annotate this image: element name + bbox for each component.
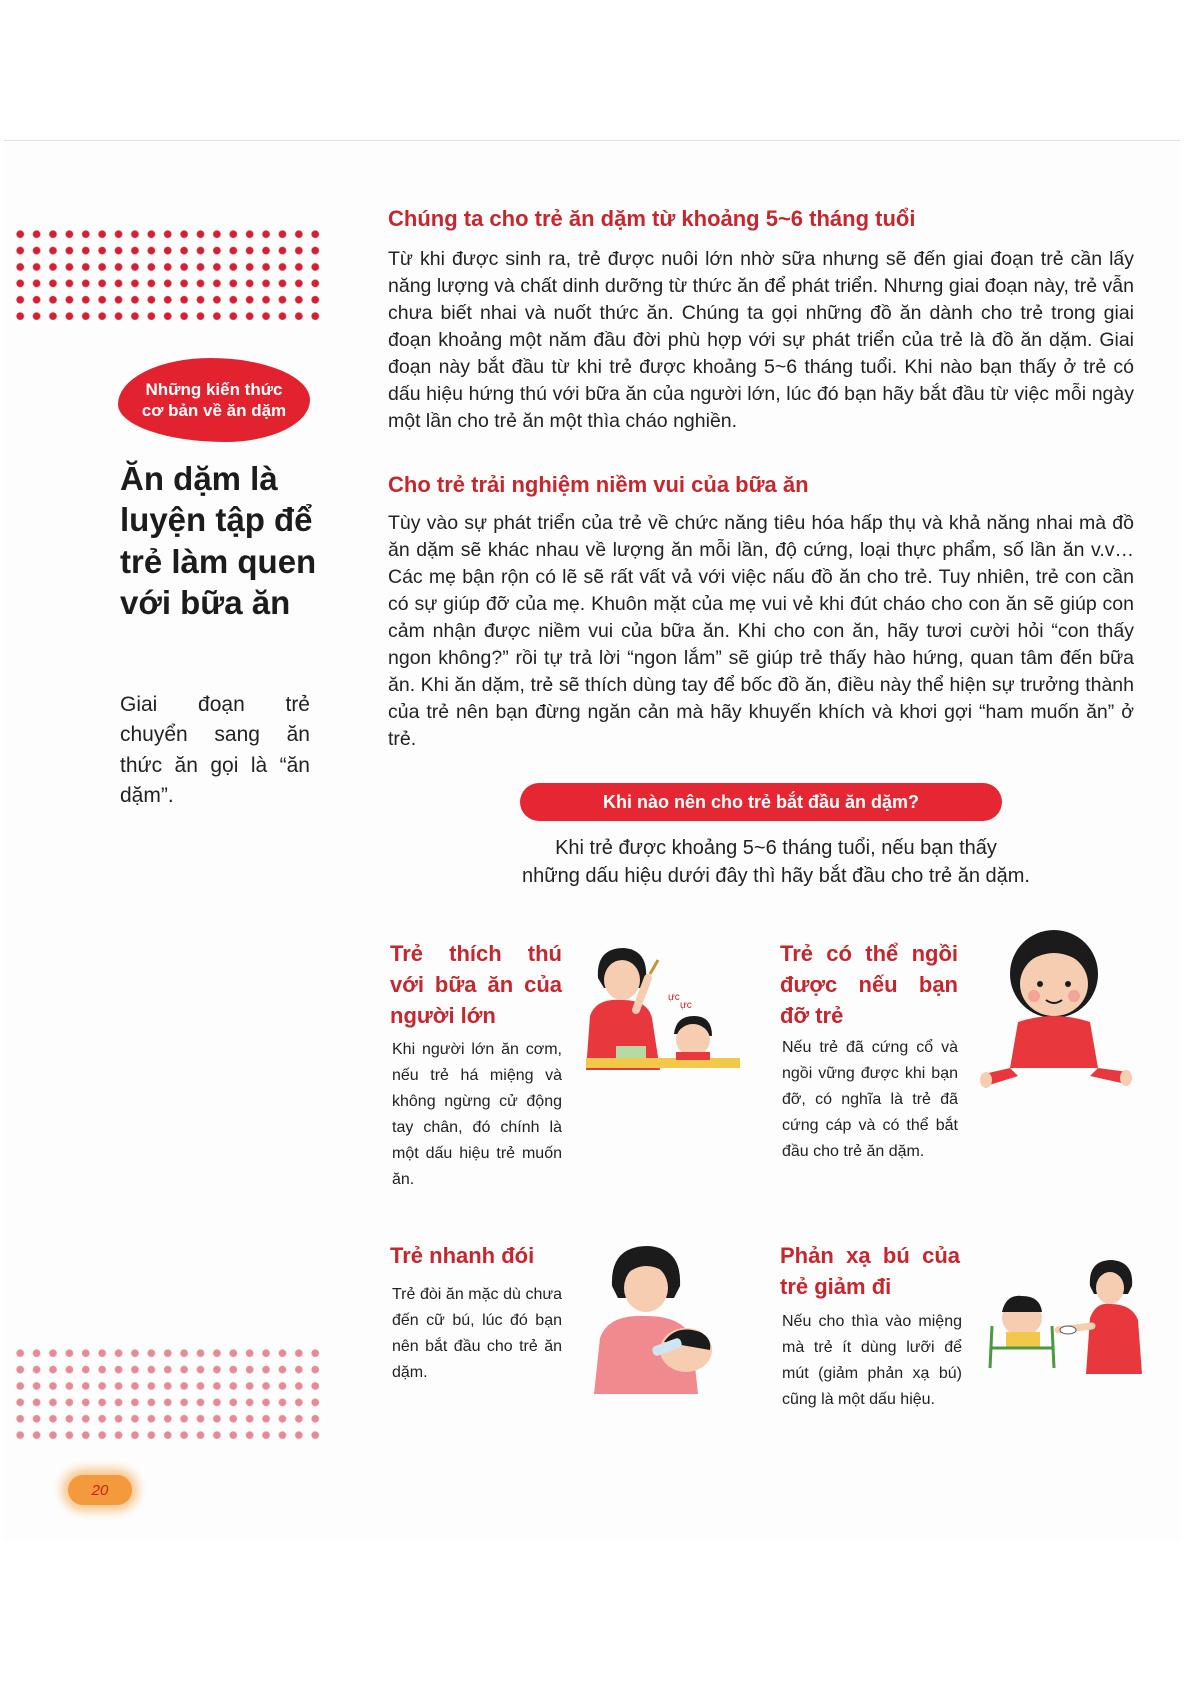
page-number: 20 bbox=[68, 1475, 132, 1505]
when-intro bbox=[480, 834, 1072, 890]
badge-line-2: cơ bản về ăn dặm bbox=[141, 401, 287, 420]
section2-text: Tùy vào sự phát triển của trẻ về chức năng tiêu hóa hấp thụ và khả năng nhai mà đồ ăn dặm sẽ khác nhau về lượng ăn mỗi lần, độ cứng, loại thực phẩm, số lần ăn v.v… Các mẹ bận rộn có lẽ sẽ rất vất vả với việc nấu đồ ăn cho trẻ. Tuy nhiên, trẻ con cần có sự giúp đỡ của mẹ. Khuôn mặt của mẹ vui vẻ khi đút cháo cho con ăn sẽ giúp con cảm nhận được niềm vui của bữa ăn. Khi cho con ăn, hãy tươi cười hỏi “con thấy ngon không?” rồi tự trả lời “ngon lắm” sẽ giúp trẻ thấy hào hứng, quan tâm đến bữa ăn. Khi ăn dặm, trẻ sẽ thích dùng tay để bốc đồ ăn, điều này thể hiện sự trưởng thành của trẻ nên bạn đừng ngăn cản mà hãy khuyến khích và khơi gợi “ham muốn ăn” ở trẻ. bbox=[388, 512, 1134, 750]
when-pill: Khi nào nên cho trẻ bắt đầu ăn dặm? bbox=[520, 783, 1002, 821]
sign-4-title: Phản xạ bú của trẻ giảm đi bbox=[780, 1243, 960, 1299]
sign-3-text: Trẻ đòi ăn mặc dù chưa đến cữ bú, lúc đó bạn nên bắt đầu cho trẻ ăn dặm. bbox=[392, 1286, 562, 1381]
badge-line-1: Những kiến thức bbox=[145, 379, 283, 399]
sign-3-title: Trẻ nhanh đói bbox=[390, 1243, 535, 1268]
decorative-dots-bottom bbox=[12, 1345, 322, 1439]
section1-text: Từ khi được sinh ra, trẻ được nuôi lớn nhờ sữa nhưng sẽ đến giai đoạn trẻ cần lấy năng lượng và chất dinh dưỡng từ thức ăn để phát triển. Nhưng giai đoạn này, trẻ vẫn chưa biết nhai và nuốt thức ăn. Chúng ta gọi những đồ ăn dành cho trẻ trong giai đoạn khoảng một năm đầu đời phù hợp với sự phát triển của trẻ là đồ ăn dặm. Giai đoạn này bắt đầu từ khi trẻ được khoảng 5~6 tháng tuổi. Khi nào bạn thấy ở trẻ có dấu hiệu hứng thú với bữa ăn của người lớn, lúc đó bạn hãy bắt đầu từ việc mỗi ngày một lần cho trẻ ăn một thìa cháo nghiền. bbox=[388, 248, 1134, 432]
mother-bottle-feeding-illustration bbox=[588, 1238, 732, 1400]
sign-1-title: Trẻ thích thú với bữa ăn của người lớn bbox=[390, 941, 562, 1028]
sign-2-title: Trẻ có thể ngồi được nếu bạn đỡ trẻ bbox=[780, 941, 958, 1028]
when-intro-line-2: những dấu hiệu dưới đây thì hãy bắt đầu cho trẻ ăn dặm. bbox=[521, 865, 1030, 887]
svg-text:ực: ực bbox=[668, 992, 680, 1003]
sign-2-text: Nếu trẻ đã cứng cổ và ngồi vững được khi bạn đỡ, có nghĩa là trẻ đã cứng cáp và có thể bắt đầu cho trẻ ăn dặm. bbox=[782, 1039, 958, 1160]
section2-heading: Cho trẻ trải nghiệm niềm vui của bữa ăn bbox=[388, 472, 809, 497]
svg-text:ực: ực bbox=[680, 1000, 692, 1011]
decorative-dots-top bbox=[12, 226, 322, 320]
section1-heading: Chúng ta cho trẻ ăn dặm từ khoảng 5~6 tháng tuổi bbox=[388, 206, 916, 231]
sign-1-text: Khi người lớn ăn cơm, nếu trẻ há miệng và không ngừng cử động tay chân, đó chính là một dấu hiệu trẻ muốn ăn. bbox=[392, 1041, 562, 1188]
mother-eating-illustration bbox=[576, 938, 740, 1082]
sign-4-text: Nếu cho thìa vào miệng mà trẻ ít dùng lưỡi để mút (giảm phản xạ bú) cũng là một dấu hiệu. bbox=[782, 1313, 962, 1408]
baby-sitting-illustration bbox=[978, 918, 1134, 1090]
sidebar-subtitle: Giai đoạn trẻ chuyển sang ăn thức ăn gọi là “ăn dặm”. bbox=[120, 693, 310, 808]
sidebar-title: Ăn dặm là luyện tập để trẻ làm quen với bữa ăn bbox=[120, 460, 317, 621]
when-intro-line-1: Khi trẻ được khoảng 5~6 tháng tuổi, nếu bạn thấy bbox=[555, 837, 997, 859]
mother-spoon-feeding-illustration bbox=[982, 1256, 1142, 1380]
chapter-badge bbox=[118, 358, 310, 442]
